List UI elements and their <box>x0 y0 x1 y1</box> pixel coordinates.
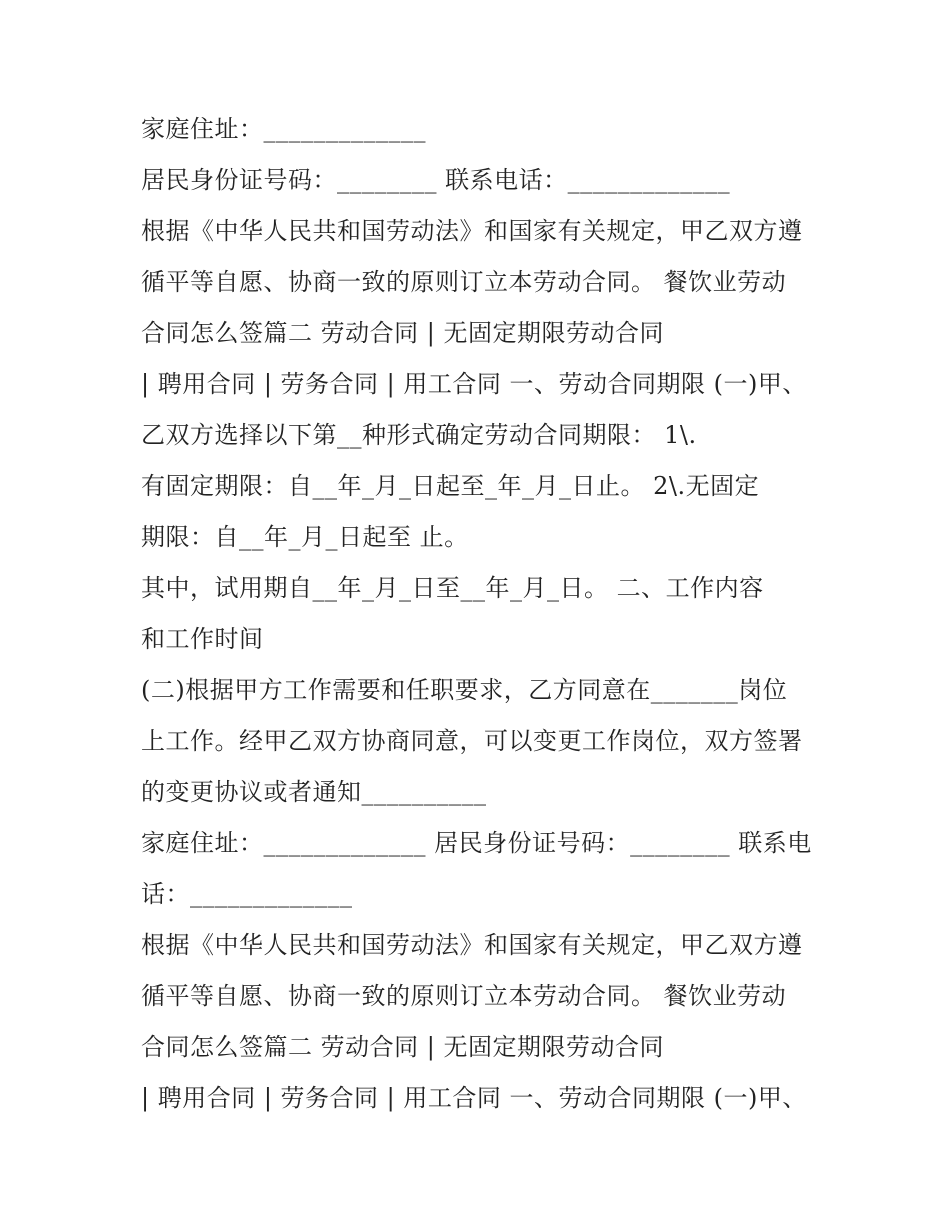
text-line: 话：_____________ <box>141 880 353 908</box>
text-line: 其中，试用期自__年_月_日至__年_月_日。 二、工作内容 <box>141 574 764 602</box>
text-line: 上工作。经甲乙双方协商同意，可以变更工作岗位，双方签署 <box>141 727 803 755</box>
text-line: 有固定期限：自__年_月_日起至_年_月_日止。 2\.无固定 <box>141 472 760 500</box>
text-line: 根据《中华人民共和国劳动法》和国家有关规定，甲乙双方遵 <box>141 931 803 959</box>
text-line: 家庭住址：_____________ <box>141 115 426 143</box>
text-line: 乙双方选择以下第__种形式确定劳动合同期限： 1\. <box>141 421 697 449</box>
text-line: 和工作时间 <box>141 625 264 653</box>
text-line: (二)根据甲方工作需要和任职要求，乙方同意在_______岗位 <box>141 676 788 704</box>
text-line: 期限：自__年_月_日起至 止。 <box>141 523 469 551</box>
text-line: 家庭住址：_____________ 居民身份证号码：________ 联系电 <box>141 829 812 857</box>
text-line: 根据《中华人民共和国劳动法》和国家有关规定，甲乙双方遵 <box>141 217 803 245</box>
text-line: | 聘用合同 | 劳务合同 | 用工合同 一、劳动合同期限 (一)甲、 <box>141 370 807 398</box>
text-line: 居民身份证号码：________ 联系电话：_____________ <box>141 166 731 194</box>
document-body <box>141 104 831 1124</box>
text-line: 合同怎么签篇二 劳动合同 | 无固定期限劳动合同 <box>141 1033 664 1061</box>
text-line: 的变更协议或者通知__________ <box>141 778 487 806</box>
text-line: 循平等自愿、协商一致的原则订立本劳动合同。 餐饮业劳动 <box>141 982 787 1010</box>
text-line: 合同怎么签篇二 劳动合同 | 无固定期限劳动合同 <box>141 319 664 347</box>
text-line: | 聘用合同 | 劳务合同 | 用工合同 一、劳动合同期限 (一)甲、 <box>141 1084 807 1112</box>
text-line: 循平等自愿、协商一致的原则订立本劳动合同。 餐饮业劳动 <box>141 268 787 296</box>
